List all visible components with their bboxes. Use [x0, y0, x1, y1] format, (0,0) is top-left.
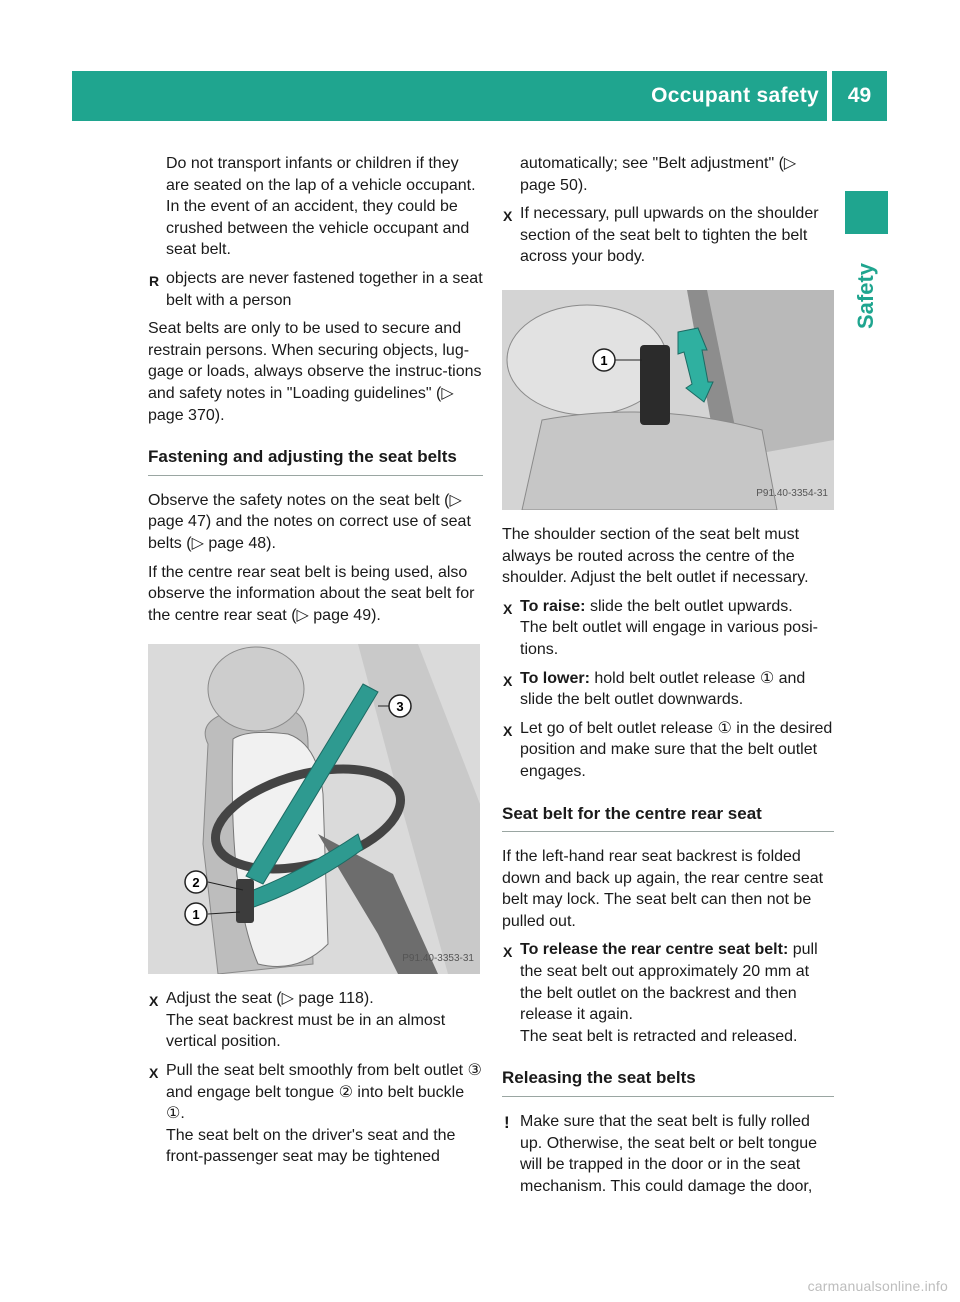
paragraph: The shoulder section of the seat belt must always be routed across the centre of the shoulder. Adjust the belt outlet if necessary. [502, 525, 809, 587]
step-text: pull the seat belt out approximately 20 mm at the belt outlet on the backrest and then release it again. [520, 941, 818, 1024]
watermark: carmanualsonline.info [807, 1278, 948, 1294]
paragraph: If the left-hand rear seat backrest is folded down and back up again, the rear centre seat belt may lock. The seat belt can then not be pulled out. [502, 848, 824, 930]
belt-outlet-figure [502, 290, 834, 510]
callout-1-label: 1 [600, 352, 608, 368]
right-column [502, 153, 834, 1197]
step-label: To raise: [520, 597, 586, 615]
section-heading: Fastening and adjusting the seat belts [148, 446, 483, 476]
page-number: 49 [847, 84, 872, 107]
callout-1-label: 1 [192, 907, 200, 923]
step-note: The belt outlet will engage in various posi-tions. [520, 619, 818, 658]
step-text: hold belt outlet release ① and slide the belt outlet downwards. [520, 669, 806, 709]
side-tab-label: Safety [853, 262, 878, 330]
section-heading: Releasing the seat belts [502, 1067, 834, 1097]
paragraph: Seat belts are only to be used to secure and restrain persons. When securing objects, lug-gage or loads, always observe the instruc-tions and safety notes in "Loading guidelines" (▷ page 370). [148, 320, 482, 424]
section-heading: Seat belt for the centre rear seat [502, 803, 834, 833]
side-tab-marker [845, 191, 888, 234]
step-label: To lower: [520, 669, 590, 687]
step-item: X If necessary, pull upwards on the shoulder section of the seat belt to tighten the belt across your body. [502, 203, 834, 268]
left-column [148, 153, 483, 1168]
bullet-item: R objects are never fastened together in a seat belt with a person [148, 268, 483, 311]
figure-code: P91.40-3353-31 [402, 952, 474, 964]
step-item [502, 939, 834, 1025]
paragraph: automatically; see "Belt adjustment" (▷ page 50). [520, 155, 797, 194]
step-text: slide the belt outlet upwards. [585, 597, 793, 615]
step-note: The seat backrest must be in an almost vertical position. [166, 1011, 446, 1051]
figure-code: P91.40-3354-31 [756, 488, 828, 500]
warning-note: ! Make sure that the seat belt is fully rolled up. Otherwise, the seat belt or belt tongue will be trapped in the door or in the seat mechanism. This could damage the door, [502, 1111, 834, 1197]
callout-3-label: 3 [396, 699, 404, 715]
step-item: X Let go of belt outlet release ① in the desired position and make sure that the belt outlet engages. [502, 718, 834, 783]
step-item [502, 596, 834, 618]
callout-2-label: 2 [192, 875, 200, 891]
step-note: The seat belt on the driver's seat and the front-passenger seat may be tightened [166, 1126, 456, 1166]
paragraph: If the centre rear seat belt is being used, also observe the information about the seat belt for the centre rear seat (▷ page 49). [148, 563, 475, 624]
section-title: Occupant safety [651, 84, 819, 107]
paragraph: Do not transport infants or children if they are seated on the lap of a vehicle occupant. In the event of an accident, they could be crushed between the vehicle occupant and seat belt. [166, 155, 476, 259]
step-label: To release the rear centre seat belt: [520, 941, 789, 959]
step-item: X Pull the seat belt smoothly from belt outlet ③ and engage belt tongue ② into belt buckle ①. [148, 1060, 483, 1125]
paragraph: Observe the safety notes on the seat belt (▷ page 47) and the notes on correct use of seat belts (▷ page 48). [148, 491, 471, 552]
step-item [502, 668, 834, 711]
step-item: X Adjust the seat (▷ page 118). [148, 988, 483, 1010]
seat-belt-driver-figure [148, 644, 480, 974]
step-note: The seat belt is retracted and released. [520, 1027, 798, 1045]
